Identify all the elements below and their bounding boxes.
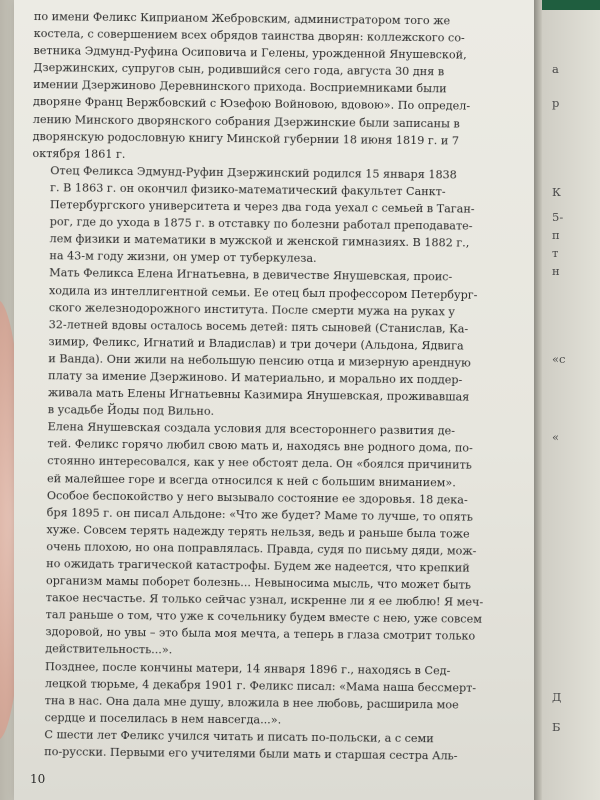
text-line: Елена Янушевская создала условия для всестороннего развития де-	[47, 420, 456, 438]
next-page-fragment: «	[552, 430, 560, 444]
text-line: лем физики и математики в мужской и женской гимназиях. В 1882 г.,	[49, 232, 470, 250]
text-line: ходила из интеллигентной семьи. Ее отец был профессором Петербург-	[48, 283, 478, 302]
text-line: имении Дзержиново Деревнинского прихода. Восприемниками были	[33, 78, 447, 96]
text-line: но ожидать трагической катастрофы. Будем же надеется, что крепкий	[46, 557, 470, 575]
text-line: тна в нас. Она дала мне душу, вложила в нее любовь, расширила мое	[44, 693, 459, 712]
next-page-fragment: а	[552, 62, 559, 76]
paragraph-letter	[27, 418, 519, 662]
text-line: очень плохою, но она поправлялась. Правда, судя по письму дяди, мож-	[46, 540, 477, 558]
text-line: по-русски. Первыми его учителями были мать и старшая сестра Аль-	[44, 745, 458, 763]
text-line: действительность...».	[45, 642, 173, 657]
text-line: костела, с совершением всех обрядов таинства дворян: коллежского со-	[33, 27, 465, 45]
text-line: С шести лет Феликс учился читать и писать по-польски, а с семи	[44, 728, 434, 746]
text-line: ветника Эдмунд-Руфина Осиповича и Гелены, урожденной Янушевской,	[33, 44, 467, 62]
paragraph-baptism-record	[32, 8, 524, 167]
text-line: Петербургского университета и через два года уехал с семьей в Таган-	[49, 198, 475, 216]
text-line: и Ванда). Они жили на небольшую пенсию отца и мизерную арендную	[48, 352, 471, 370]
text-line: 32-летней вдовы осталось восемь детей: пять сыновей (Станислав, Ка-	[48, 317, 469, 336]
next-page-fragment: 5-	[552, 210, 564, 224]
text-line: зимир, Феликс, Игнатий и Владислав) и три дочери (Альдона, Ядвига	[48, 334, 464, 353]
paragraph-later	[26, 658, 517, 732]
next-page-fragment: «с	[552, 352, 566, 366]
text-line: здоровой, но увы – это была моя мечта, а теперь в глаза смотрит только	[45, 625, 476, 644]
next-page-fragment: т	[552, 246, 559, 260]
text-line: такое несчастье. Я только сейчас узнал, искренне ли я ее люблю! Я меч-	[45, 591, 484, 609]
next-page-fragment: Д	[552, 690, 562, 704]
text-line: октября 1861 г.	[32, 146, 126, 161]
next-page-fragment: п	[552, 228, 560, 242]
text-line: лению Минского дворянского собрания Дзержинские были записаны в	[32, 112, 460, 131]
next-page-edge	[542, 0, 600, 800]
text-line: тал раньше о том, что уже к сочельнику будем вместе с нею, уже совсем	[45, 608, 482, 627]
paragraph-mother	[30, 264, 522, 423]
text-line: дворяне Франц Вержбовский с Юзефою Войновою, вдовою». По определ-	[32, 95, 471, 114]
next-page-cover-corner	[542, 0, 600, 10]
text-line: тей. Феликс горячо любил свою мать и, находясь вне родного дома, по-	[47, 437, 473, 455]
text-line: ей малейшее горе и всегда относился к ней с большим вниманием».	[47, 471, 456, 489]
text-line: по имени Феликс Киприаном Жебровским, администратором того же	[33, 9, 451, 28]
text-line: Отец Феликса Эдмунд-Руфин Дзержинский родился 15 января 1838	[50, 164, 457, 182]
text-line: Мать Феликса Елена Игнатьевна, в девичестве Янушевская, проис-	[49, 266, 453, 284]
text-line: Дзержинских, супругов сын, родившийся сего года, августа 30 дня в	[33, 61, 445, 79]
text-line: сердце и поселилась в нем навсегда...».	[44, 710, 282, 727]
text-line: лецкой тюрьме, 4 декабря 1901 г. Феликс писал: «Мама наша бессмерт-	[44, 676, 477, 695]
page-number: 10	[30, 772, 46, 786]
text-line: ского железнодорожного института. После смерти мужа на руках у	[48, 300, 456, 319]
next-page-fragment: р	[552, 96, 560, 110]
page-text	[26, 8, 524, 765]
paragraph-education	[26, 726, 516, 765]
text-line: Особое беспокойство у него вызывало состояние ее здоровья. 18 дека-	[46, 488, 468, 507]
text-line: рог, где до ухода в 1875 г. в отставку по болезни работал преподавате-	[49, 215, 473, 233]
text-line: хуже. Совсем терять надежду терять нельзя, ведь и раньше была тоже	[46, 522, 470, 541]
next-page-fragment: К	[552, 185, 561, 199]
text-line: живала мать Елены Игнатьевны Казимира Янушевская, проживавшая	[47, 386, 470, 404]
next-page-fragment: Б	[552, 720, 561, 734]
text-line: бря 1895 г. он писал Альдоне: «Что же будет? Маме то лучше, то опять	[46, 505, 473, 524]
text-line: на 43-м году жизни, он умер от туберкулеза.	[49, 249, 317, 266]
paragraph-father	[31, 162, 522, 270]
next-page-fragment: н	[552, 264, 560, 278]
text-line: в усадьбе Йоды под Вильно.	[47, 403, 215, 419]
text-line: организм мамы поборет болезнь... Невыносима мысль, что может быть	[45, 574, 472, 592]
text-line: плату за имение Дзержиново. И материально, и морально их поддер-	[48, 369, 463, 387]
text-line: г. В 1863 г. он окончил физико-математический факультет Санкт-	[50, 181, 446, 199]
text-line: Позднее, после кончины матери, 14 января 1896 г., находясь в Сед-	[45, 659, 451, 677]
text-line: стоянно интересовался, как у нее обстоят дела. Он «боялся причинить	[47, 454, 472, 473]
text-line: дворянскую родословную книгу Минской губернии 18 июня 1819 г. и 7	[32, 129, 460, 148]
book-gutter	[534, 0, 542, 800]
